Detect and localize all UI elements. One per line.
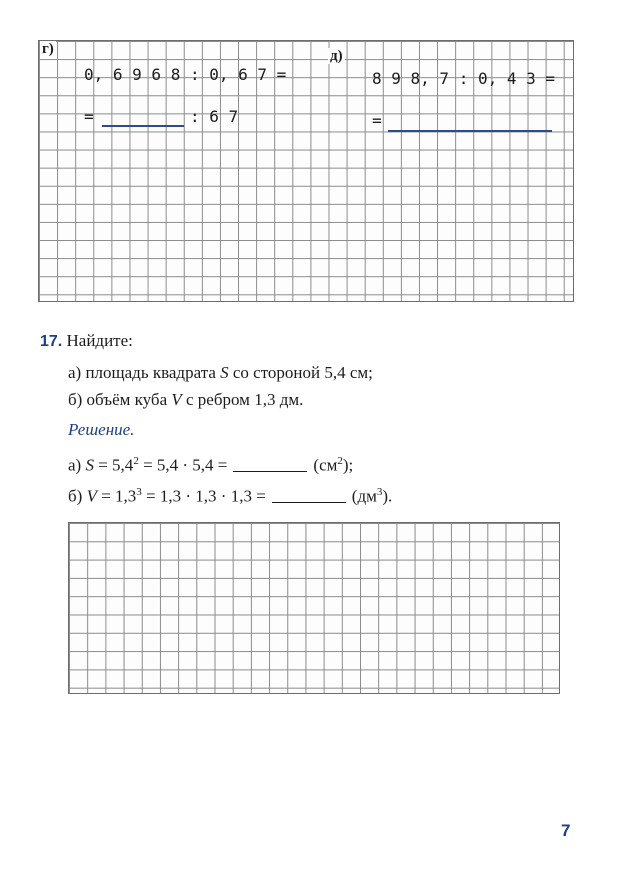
exercise-g-answer-blank[interactable]: [102, 125, 184, 127]
task-17-item-b: б) объём куба V с ребром 1,3 дм.: [68, 390, 304, 409]
solution-grid[interactable]: [68, 522, 560, 694]
exercise-d-equals: =: [372, 111, 382, 130]
solution-a-answer-blank[interactable]: [233, 470, 307, 472]
exercise-g-label: г): [42, 41, 54, 57]
exercise-g-equals: =: [84, 107, 94, 126]
page-number: 7: [561, 821, 571, 840]
exercise-d-label: д): [330, 48, 343, 64]
exercise-g-divisor: : 6 7: [190, 107, 239, 126]
task-17-item-a: а) площадь квадрата S со стороной 5,4 см;: [68, 363, 373, 382]
task-17-heading: [40, 331, 133, 352]
exercise-g-line1: 0, 6 9 6 8 : 0, 6 7 =: [84, 65, 287, 84]
solution-b: б) $V = 1,3^3 = 1,3 \cdot 1,3 \cdot 1,3 = (дм^3)$.: [68, 486, 393, 506]
task-title: Найдите:: [66, 331, 133, 350]
solution-a: а) $S = 5,4^2 = 5,4 \cdot 5,4 = (см^2)$;: [68, 455, 354, 475]
solution-b-answer-blank[interactable]: [272, 501, 346, 503]
task-number: 17.: [40, 333, 63, 350]
exercise-d-line1: 8 9 8, 7 : 0, 4 3 =: [372, 69, 556, 88]
show-through-text: [330, 330, 334, 346]
exercise-d-answer-blank[interactable]: [388, 130, 552, 132]
solution-label: Решение.: [68, 420, 135, 439]
